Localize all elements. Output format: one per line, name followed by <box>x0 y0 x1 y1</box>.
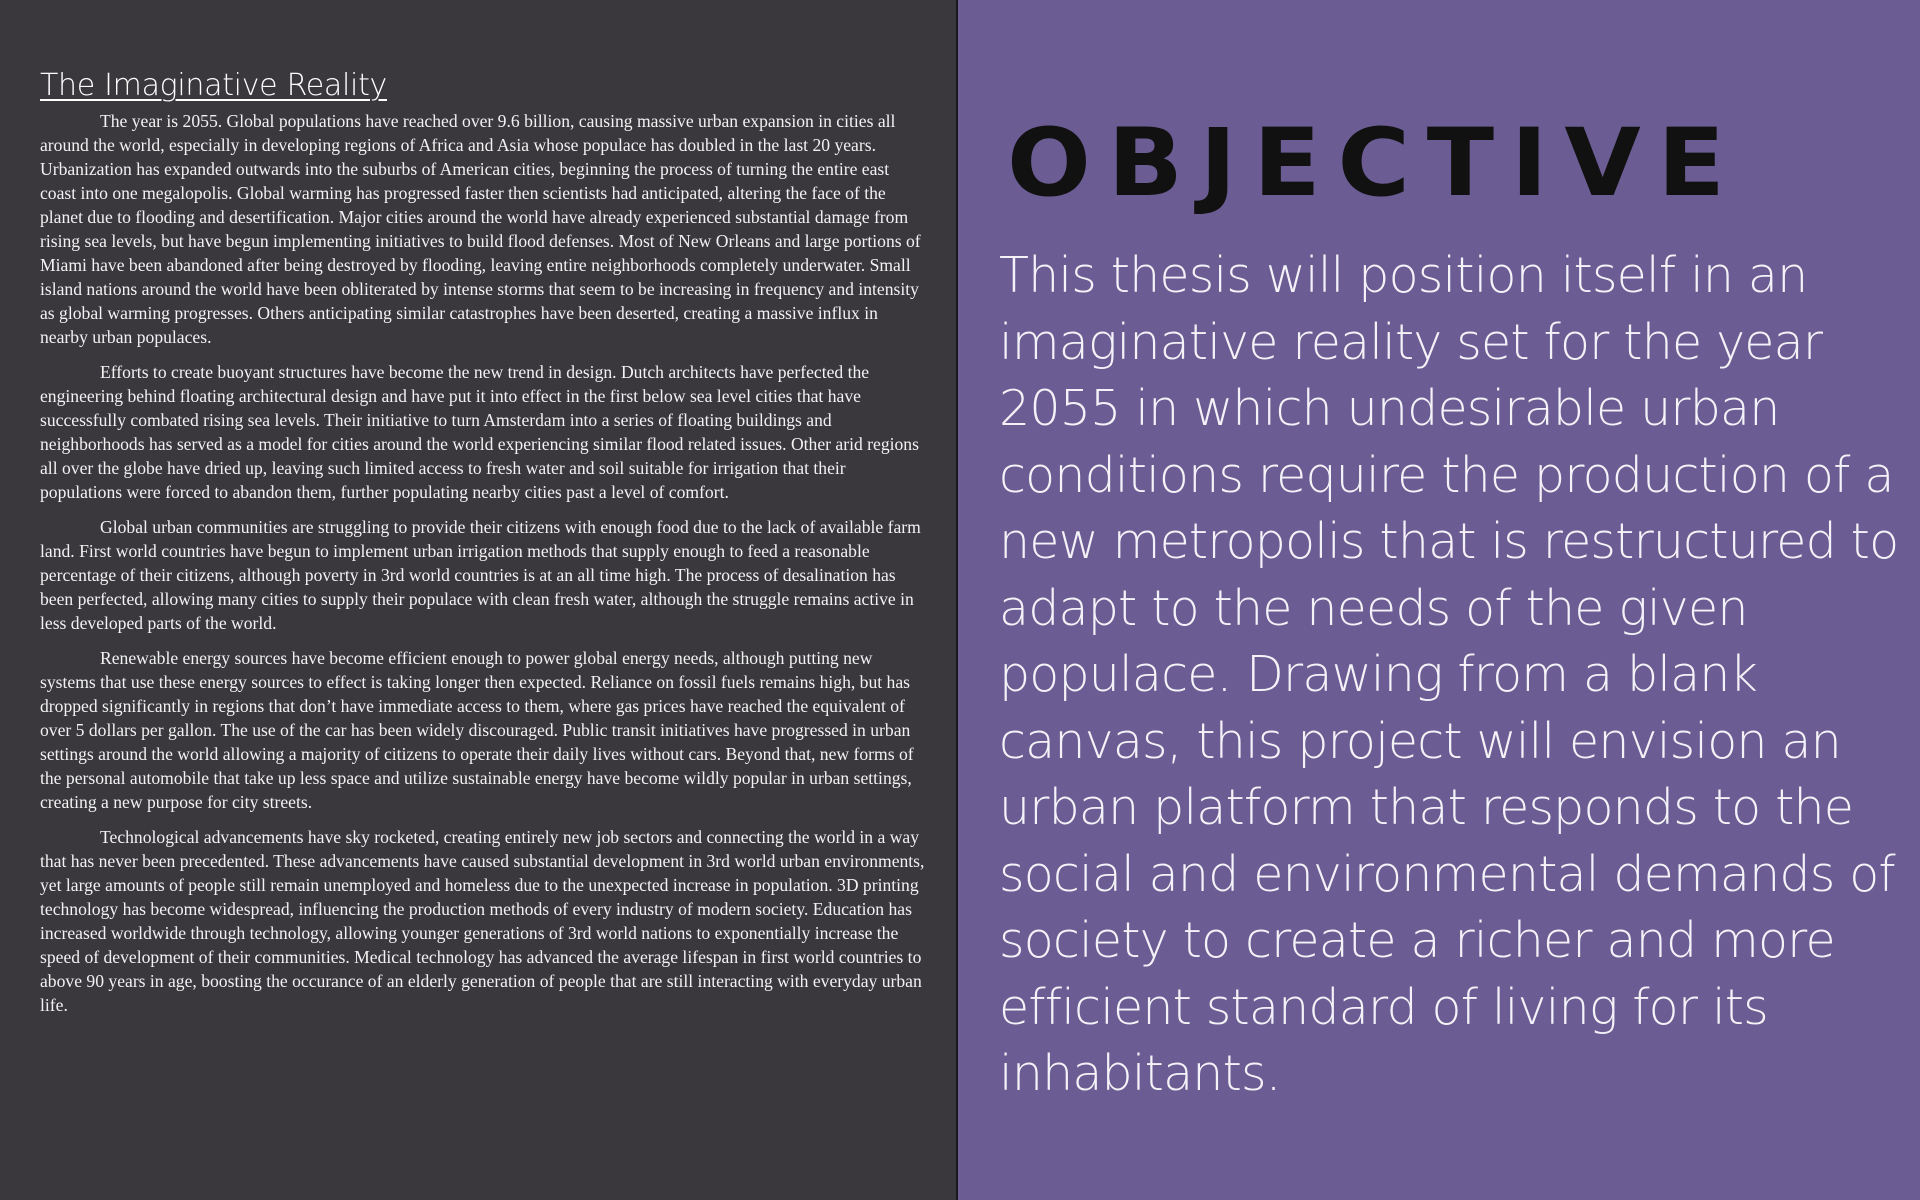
objective-heading: OBJECTIVE <box>1007 109 1742 218</box>
essay-paragraph-3: Global urban communities are struggling to provide their citizens with enough food due to the lack of available farm land. First world countries have begun to implement urban irrigation methods that supply enough to feed a reasonable percentage of their citizens, although poverty in 3rd world countries is at an all time high. The process of desalination has been perfected, allowing many cities to supply their populace with clean fresh water, although the struggle remains active in less developed parts of the world. <box>40 517 921 633</box>
right-page <box>958 0 1920 1200</box>
essay-title: The Imaginative Reality <box>40 68 387 103</box>
left-page <box>0 0 958 1200</box>
essay-paragraph-4: Renewable energy sources have become efficient enough to power global energy needs, although putting new systems that use these energy sources to effect is taking longer then expected. Reliance on fossil fuels remains high, but has dropped significantly in regions that don’t have immediate access to them, where gas prices have reached the equivalent of over 5 dollars per gallon. The use of the car has been widely discouraged. Public transit initiatives have progressed in urban settings around the world allowing a majority of citizens to operate their daily lives without cars. Beyond that, new forms of the personal automobile that take up less space and utilize sustainable energy have become wildly popular in urban settings, creating a new purpose for city streets. <box>40 648 914 812</box>
essay-paragraph-5: Technological advancements have sky rocketed, creating entirely new job sectors and connecting the world in a way that has never been precedented. These advancements have caused substantial development in 3rd world urban environments, yet large amounts of people still remain unemployed and homeless due to the unexpected increase in population. 3D printing technology has become widespread, influencing the production methods of every industry of modern society. Education has increased worldwide through technology, allowing younger generations of 3rd world nations to exponentially increase the speed of development of their communities. Medical technology has advanced the average lifespan in first world countries to above 90 years in age, boosting the occurance of an elderly generation of people that are still interacting with everyday urban life. <box>40 827 925 1015</box>
essay-paragraph-1: The year is 2055. Global populations have reached over 9.6 billion, causing massive urban expansion in cities all around the world, especially in developing regions of Africa and Asia whose populace has doubled in the last 20 years. Urbanization has expanded outwards into the suburbs of American cities, beginning the process of turning the entire east coast into one megalopolis. Global warming has progressed faster then scientists had anticipated, altering the face of the planet due to flooding and desertification. Major cities around the world have already experienced substantial damage from rising sea levels, but have begun implementing initiatives to build flood defenses. Most of New Orleans and large portions of Miami have been abandoned after being destroyed by flooding, leaving entire neighborhoods completely underwater. Small island nations around the world have been obliterated by intense storms that seem to be increasing in frequency and intensity as global warming progresses. Others anticipating similar catastrophes have been deserted, creating a massive influx in nearby urban populaces. <box>40 111 921 347</box>
essay-paragraph-2: Efforts to create buoyant structures have become the new trend in design. Dutch architects have perfected the engineering behind floating architectural design and have put it into effect in the first below sea level cities that have successfully combated rising sea levels. Their initiative to turn Amsterdam into a series of floating buildings and neighborhoods has served as a model for cities around the world experiencing similar flood related issues. Other arid regions all over the globe have dried up, leaving such limited access to fresh water and soil suitable for irrigation that their populations were forced to abandon them, further populating nearby cities past a level of comfort. <box>40 362 919 502</box>
objective-body: This thesis will position itself in an imaginative reality set for the year 2055 in which undesirable urban conditions require the production of a new metropolis that is restructured to adapt to the needs of the given populace. Drawing from a blank canvas, this project will envision an urban platform that responds to the social and environmental demands of society to create a richer and more efficient standard of living for its inhabitants. <box>999 247 1899 1102</box>
